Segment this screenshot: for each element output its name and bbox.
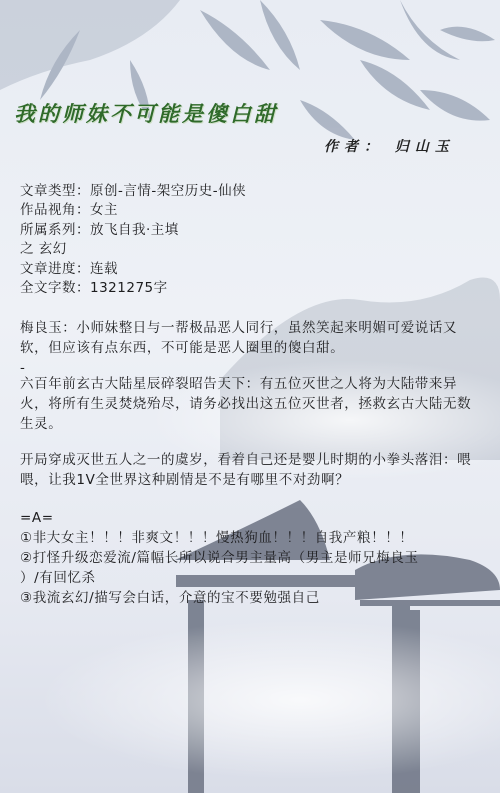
meta-line: 之 玄幻 [20, 241, 67, 258]
blurb-paragraph: 六百年前玄古大陆星辰碎裂昭告天下：有五位灭世之人将为大陆带来异火，将所有生灵焚烧殆尽，请务必找出这五位灭世者，拯救玄古大陆无数生灵。 [20, 376, 472, 432]
note-line: ①非大女主！！！非爽文！！！慢热狗血！！！自我产粮！！！ [20, 530, 414, 546]
note-line: =A= [20, 510, 54, 526]
blurb-paragraph: 开局穿成灭世五人之一的虞岁，看着自己还是婴儿时期的小拳头落泪：喂喂，让我1V全世界这种剧情是不是有哪里不对劲啊？ [20, 452, 472, 488]
note-line: ）/有回忆杀 [20, 570, 96, 586]
separator: - [20, 360, 26, 376]
author-notes [20, 508, 482, 608]
author-line: 作者： 归山玉 [324, 139, 455, 155]
meta-line: 所属系列：放飞自我·主填 [20, 221, 179, 238]
meta-line: 作品视角：女主 [20, 202, 118, 219]
meta-line: 全文字数：1321275字 [20, 280, 168, 297]
novel-title: 我的师妹不可能是傻白甜 [14, 101, 278, 126]
novel-metadata [20, 182, 480, 298]
meta-line: 文章类型：原创-言情-架空历史-仙侠 [20, 183, 247, 199]
blurb-paragraph: 梅良玉：小师妹整日与一帮极品恶人同行，虽然笑起来明媚可爱说话又软，但应该有点东西，不可能是恶人圈里的傻白甜。 [20, 320, 458, 356]
note-line: ③我流玄幻/描写会白话，介意的宝不要勉强自己 [20, 590, 320, 606]
note-line: ②打怪升级恋爱流/篇幅长所以说合男主量高（男主是师兄梅良玉 [20, 550, 419, 566]
meta-line: 文章进度：连载 [20, 260, 118, 277]
